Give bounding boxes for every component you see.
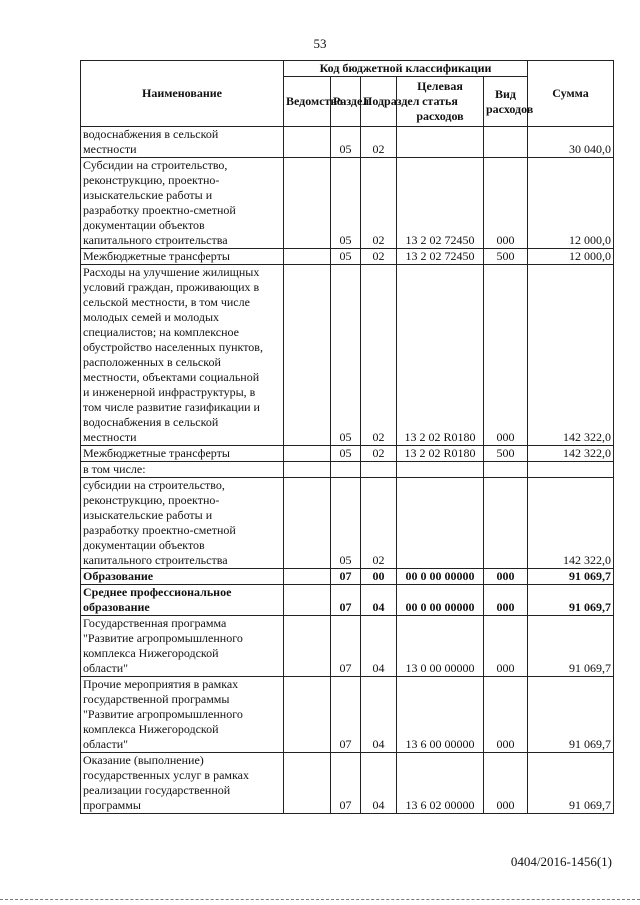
row-amount: 91 069,7 bbox=[528, 585, 614, 616]
header-classification: Код бюджетной классификации bbox=[284, 61, 528, 77]
row-department bbox=[284, 569, 331, 585]
row-target-article: 13 6 00 00000 bbox=[397, 677, 484, 753]
row-section: 07 bbox=[331, 753, 361, 814]
row-section: 05 bbox=[331, 249, 361, 265]
header-expense-type: Вид расходов bbox=[484, 77, 528, 127]
row-name: Оказание (выполнение) государственных услуг в рамках реализации государственной программы bbox=[81, 753, 284, 814]
row-expense-type: 500 bbox=[484, 249, 528, 265]
row-department bbox=[284, 753, 331, 814]
header-target-article: Целевая статья расходов bbox=[397, 77, 484, 127]
row-section: 05 bbox=[331, 158, 361, 249]
row-department bbox=[284, 249, 331, 265]
row-amount: 12 000,0 bbox=[528, 249, 614, 265]
row-subsection: 02 bbox=[361, 446, 397, 462]
row-amount: 91 069,7 bbox=[528, 677, 614, 753]
row-name: Образование bbox=[81, 569, 284, 585]
row-section: 07 bbox=[331, 616, 361, 677]
row-target-article bbox=[397, 462, 484, 478]
document-code: 0404/2016-1456(1) bbox=[510, 854, 612, 869]
row-expense-type: 000 bbox=[484, 753, 528, 814]
row-department bbox=[284, 585, 331, 616]
row-target-article: 13 6 02 00000 bbox=[397, 753, 484, 814]
page-number: 53 bbox=[313, 36, 327, 51]
row-department bbox=[284, 127, 331, 158]
row-expense-type: 000 bbox=[484, 569, 528, 585]
row-amount bbox=[528, 462, 614, 478]
row-name: Государственная программа "Развитие агропромышленного комплекса Нижегородской области" bbox=[81, 616, 284, 677]
row-section: 05 bbox=[331, 446, 361, 462]
row-amount: 91 069,7 bbox=[528, 569, 614, 585]
table-row bbox=[81, 462, 614, 478]
header-section: Раздел bbox=[331, 77, 361, 127]
row-expense-type bbox=[484, 478, 528, 569]
row-target-article: 00 0 00 00000 bbox=[397, 569, 484, 585]
row-target-article: 13 2 02 72450 bbox=[397, 158, 484, 249]
row-name: Среднее профессиональное образование bbox=[81, 585, 284, 616]
table-row bbox=[81, 127, 614, 158]
row-target-article: 00 0 00 00000 bbox=[397, 585, 484, 616]
row-section bbox=[331, 462, 361, 478]
row-name: Межбюджетные трансферты bbox=[81, 446, 284, 462]
row-department bbox=[284, 462, 331, 478]
header-name: Наименование bbox=[81, 61, 284, 127]
row-target-article: 13 0 00 00000 bbox=[397, 616, 484, 677]
row-subsection: 04 bbox=[361, 616, 397, 677]
table-row bbox=[81, 585, 614, 616]
row-amount: 142 322,0 bbox=[528, 478, 614, 569]
row-subsection: 02 bbox=[361, 478, 397, 569]
scan-edge-line bbox=[0, 899, 640, 900]
row-subsection: 04 bbox=[361, 677, 397, 753]
table-row bbox=[81, 616, 614, 677]
row-target-article: 13 2 02 R0180 bbox=[397, 265, 484, 446]
row-department bbox=[284, 478, 331, 569]
table-row bbox=[81, 265, 614, 446]
row-expense-type bbox=[484, 462, 528, 478]
row-section: 05 bbox=[331, 127, 361, 158]
row-name: водоснабжения в сельской местности bbox=[81, 127, 284, 158]
table-row bbox=[81, 446, 614, 462]
header-subsection: Подраздел bbox=[361, 77, 397, 127]
row-department bbox=[284, 158, 331, 249]
row-expense-type: 000 bbox=[484, 585, 528, 616]
row-amount: 91 069,7 bbox=[528, 753, 614, 814]
row-target-article bbox=[397, 478, 484, 569]
row-subsection: 02 bbox=[361, 249, 397, 265]
row-department bbox=[284, 616, 331, 677]
row-amount: 91 069,7 bbox=[528, 616, 614, 677]
row-subsection: 02 bbox=[361, 265, 397, 446]
row-section: 07 bbox=[331, 569, 361, 585]
row-amount: 12 000,0 bbox=[528, 158, 614, 249]
row-subsection: 04 bbox=[361, 585, 397, 616]
row-department bbox=[284, 677, 331, 753]
row-name: Прочие мероприятия в рамках государственной программы "Развитие агропромышленного комплекса Нижегородской области" bbox=[81, 677, 284, 753]
row-target-article bbox=[397, 127, 484, 158]
row-amount: 142 322,0 bbox=[528, 446, 614, 462]
row-expense-type: 000 bbox=[484, 677, 528, 753]
row-subsection: 04 bbox=[361, 753, 397, 814]
row-amount: 30 040,0 bbox=[528, 127, 614, 158]
row-section: 05 bbox=[331, 478, 361, 569]
row-name: Субсидии на строительство, реконструкцию, проектно- изыскательские работы и разработку проектно-сметной документации объектов капитального строительства bbox=[81, 158, 284, 249]
row-department bbox=[284, 446, 331, 462]
header-department: Ведомство bbox=[284, 77, 331, 127]
table-row bbox=[81, 478, 614, 569]
table-row bbox=[81, 249, 614, 265]
header-amount: Сумма bbox=[528, 61, 614, 127]
row-subsection bbox=[361, 462, 397, 478]
row-subsection: 02 bbox=[361, 158, 397, 249]
row-section: 07 bbox=[331, 585, 361, 616]
row-section: 05 bbox=[331, 265, 361, 446]
row-expense-type: 000 bbox=[484, 616, 528, 677]
row-section: 07 bbox=[331, 677, 361, 753]
row-subsection: 00 bbox=[361, 569, 397, 585]
row-target-article: 13 2 02 72450 bbox=[397, 249, 484, 265]
row-expense-type: 000 bbox=[484, 158, 528, 249]
row-expense-type: 000 bbox=[484, 265, 528, 446]
row-name: в том числе: bbox=[81, 462, 284, 478]
table-row bbox=[81, 753, 614, 814]
table-row bbox=[81, 569, 614, 585]
table-row bbox=[81, 677, 614, 753]
row-department bbox=[284, 265, 331, 446]
budget-table bbox=[80, 60, 614, 814]
row-expense-type: 500 bbox=[484, 446, 528, 462]
row-name: Расходы на улучшение жилищных условий граждан, проживающих в сельской местности, в том числе молодых семей и молодых специалистов; на комплексное обустройство населенных пунктов, расположенных в сельской местности, объектами социальной и инженерной инфраструктуры, в том числе развитие газификации и водоснабжения в сельской местности bbox=[81, 265, 284, 446]
table-body bbox=[81, 127, 614, 814]
row-name: субсидии на строительство, реконструкцию, проектно- изыскательские работы и разработку проектно-сметной документации объектов капитального строительства bbox=[81, 478, 284, 569]
row-name: Межбюджетные трансферты bbox=[81, 249, 284, 265]
row-subsection: 02 bbox=[361, 127, 397, 158]
row-target-article: 13 2 02 R0180 bbox=[397, 446, 484, 462]
row-expense-type bbox=[484, 127, 528, 158]
row-amount: 142 322,0 bbox=[528, 265, 614, 446]
table-row bbox=[81, 158, 614, 249]
